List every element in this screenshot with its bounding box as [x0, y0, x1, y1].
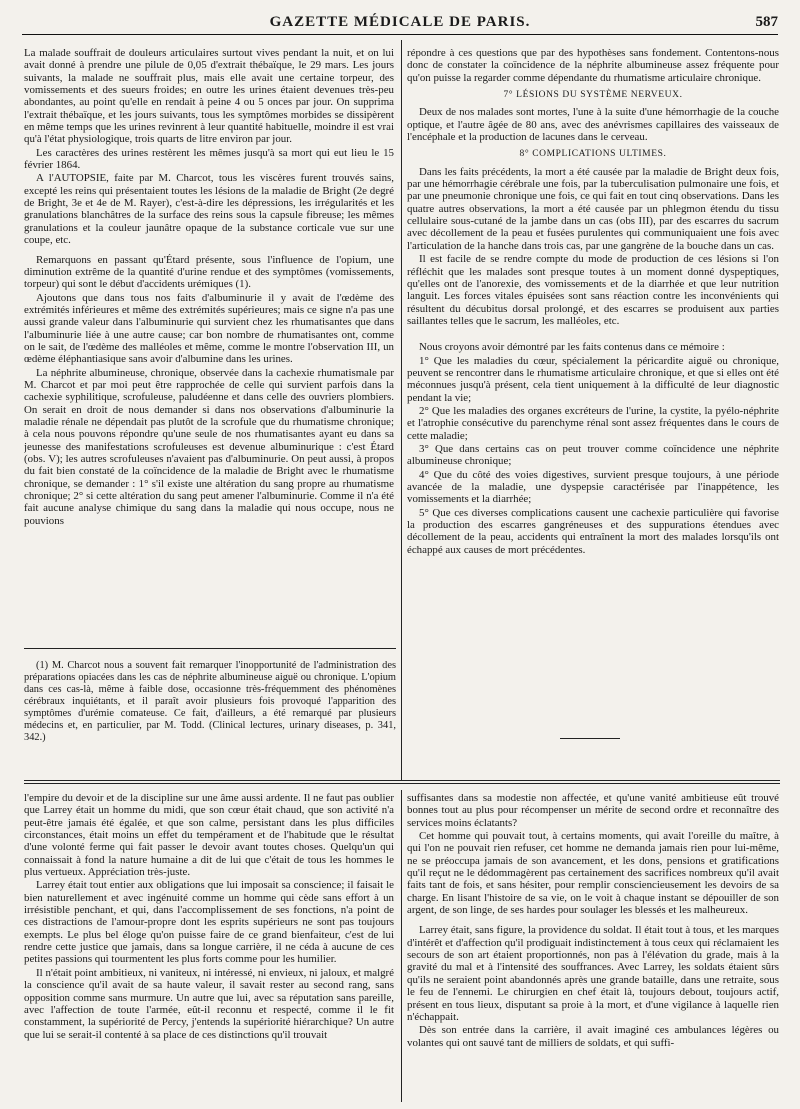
footnote: [24, 660, 396, 770]
paragraph: Nous croyons avoir démontré par les faits contenus dans ce mémoire :: [419, 341, 725, 354]
paragraph: Larrey était, sans figure, la providence du soldat. Il était tout à tous, et les marques d'intérêt et d'affection qu'il prodiguait indistinctement à tous ceux qui réclamaient les secours de son art étaient proportionnés, non pas à l'élévation du grade, mais à la gravité du mal et à l'intensité des souffrances. Avec Larrey, les soldats étaient sûrs qu'ils ne seraient point abandonnés après une grande bataille, dans une retraite, sous le feu de l'ennemi. Le chirurgien en chef était là, toujours debout, toujours actif, présent en tous lieux, disputant sa proie à la mort, et d'une vigilance à laquelle rien n'échappait.: [407, 924, 779, 1023]
paragraph: Il n'était point ambitieux, ni vaniteux, ni intéressé, ni envieux, ni jaloux, et malgré la conscience qu'il avait de sa haute valeur, il savait rester au second rang, sans opposition comme sans murmure. Un autre que lui, avec sa réputation sans pareille, avec l'affection de toute l'armée, eût-il reconnu et respecté, comme il le fit constamment, la supériorité de Percy, j'entends la supériorité hiérarchique? Un autre que lui se serait-il contenté à sa place de ces distinctions qu'il trouvait: [24, 966, 394, 1041]
paragraph: Les caractères des urines restèrent les mêmes jusqu'à sa mort qui eut lieu le 15 février 1864.: [24, 146, 394, 172]
lower-right-column: [407, 792, 779, 1102]
paragraph: Dans les faits précédents, la mort a été causée par la maladie de Bright deux fois, par une hémorrhagie cérébrale une fois, par la tuberculisation pulmonaire une fois, et par une pneumonie chronique une fois, ce qui fait en tout cinq observations. Dans les quatre autres observations, la mort a été causée par un phlegmon étendu du tissu cellulaire sous-cutané de la jambe dans un cas (obs III), par des escarres du sacrum avec décollement de la peau et fusées purulentes qui communiquaient une fois avec l'articulation de la hanche dans trois cas, par une gangrène de la bouche dans un cas.: [407, 165, 779, 252]
page-header: [22, 14, 778, 35]
journal-title: GAZETTE MÉDICALE DE PARIS.: [269, 14, 531, 30]
list-item: 4° Que du côté des voies digestives, survient presque toujours, à une période avancée de la maladie, une dyspepsie caractérisée par l'inappétence, les vomissements et la diarrhée;: [407, 468, 779, 506]
paragraph: Dès son entrée dans la carrière, il avait imaginé ces ambulances légères ou volantes qui ont sauvé tant de milliers de soldats, et qui suffi-: [407, 1024, 779, 1049]
paragraph: Ajoutons que dans tous nos faits d'albuminurie il y avait de l'œdème des extrémités inférieures et même des extrémités supérieures; mais ce signe n'a pas une aussi grande valeur dans l'albuminurie qui survient chez les rhumatisantes que dans l'albuminurie liée à une autre cause; car bon nombre de rhumatisantes ont, comme on le sait, de l'œdème des malléoles et même, comme le montre l'observation III, un œdème éléphantiasique sans avoir d'albumine dans les urines.: [24, 291, 394, 366]
article-separator: [24, 780, 780, 781]
upper-right-column: [407, 47, 779, 747]
section-heading: 7° LÉSIONS DU SYSTÈME NERVEUX.: [503, 90, 683, 101]
footnote-divider: [24, 648, 396, 649]
page-number: 587: [755, 14, 778, 30]
column-divider: [401, 40, 402, 780]
paragraph: La néphrite albumineuse, chronique, observée dans la cachexie rhumatismale par M. Charcot et par moi peut être rapprochée de celle qui survient parfois dans la cachexie syphilitique, scrofuleuse, paludéenne et dans celle des ouvriers plombiers. On serait en droit de nous demander si dans nos observations d'albuminurie la maladie rénale ne dépendait pas plutôt de la scrofule que du rhumatisme chronique; à cela nous pouvons répondre qu'une seule de nos rhumatisantes ayant eu dans sa jeunesse des manifestations scrofuleuses est devenue albuminurique : c'est Étard (obs. V); les autres scrofuleuses n'avaient pas d'albuminurie. On peut aussi, à propos du fait bien constaté de la coïncidence de la maladie de Bright avec le rhumatisme chronique, se demander : 1° s'il existe une altération du sang propre au rhumatisme chronique; 2° si cette altération du sang peut amener l'albuminurie. Comme il n'a été fait aucune analyse chimique du sang dans la maladie qui nous occupe, nous ne pouvions: [24, 366, 394, 527]
lower-left-column: [24, 792, 394, 1102]
paragraph: Larrey était tout entier aux obligations que lui imposait sa conscience; il faisait le bien naturellement et avec ingénuité comme un homme qui cède sans effort à un irrésistible penchant, et qui, dans l'accomplissement de ses fonctions, n'a point de ces distractions de l'amour-propre dont les esprits supérieurs ne sont pas toujours exempts. Le plus bel éloge qu'on puisse faire de ce grand bienfaiteur, c'est de lui rendre cette justice que jamais, dans sa longue carrière, il ne céda à aucune de ces petites passions qui tourmentent les plus forts comme pour les humilier.: [24, 879, 394, 966]
upper-left-column: [24, 47, 394, 642]
list-item: 5° Que ces diverses complications causent une cachexie particulière qui favorise la production des escarres gangréneuses et des suppurations étendues avec décollement de la peau, accidents qui entraînent la mort des malades lorsqu'ils ont échappé aux causes de mort précédentes.: [407, 506, 779, 556]
paragraph: Il est facile de se rendre compte du mode de production de ces lésions si l'on réfléchit que les malades sont presque toutes à un moment donné dyspeptiques, qu'elles ont de l'anorexie, des vomissements et de la diarrhée et que leur nutrition languit. Les forces vitales épuisées sont sans réaction contre les inconvénients qui résultent du décubitus dorsal prolongé, et des escarres se produisent aux parties saillantes telles que le sacrum, les malléoles, etc.: [407, 253, 779, 327]
paragraph: Remarquons en passant qu'Étard présente, sous l'influence de l'opium, une diminution extrême de la quantité d'urine rendue et des symptômes (vomissements, torpeur) qui sont le début d'accidents urémiques (1).: [24, 253, 394, 291]
end-rule: [560, 738, 620, 739]
column-divider: [401, 790, 402, 1102]
list-item: 2° Que les maladies des organes excréteurs de l'urine, la cystite, la pyélo-néphrite et l'atrophie consécutive du parenchyme rénal sont assez fréquentes dans le cours de cette maladie;: [407, 404, 779, 442]
paragraph: répondre à ces questions que par des hypothèses sans fondement. Contentons-nous donc de constater la coïncidence de la néphrite albumineuse assez fréquente pour qu'on puisse la regarder comme dépendante du rhumatisme articulaire chronique.: [407, 47, 779, 84]
paragraph: Deux de nos malades sont mortes, l'une à la suite d'une hémorrhagie de la couche optique, et l'autre âgée de 80 ans, avec des anévrismes capillaires des vaisseaux de l'encéphale et la production de lacunes dans le cerveau.: [407, 106, 779, 144]
section-heading: 8° COMPLICATIONS ULTIMES.: [519, 149, 667, 160]
paragraph: suffisantes dans sa modestie non affectée, et qu'une vanité ambitieuse eût trouvé bonnes tout au plus pour récompenser un mérite de second ordre et reconnaître des services moins éclatants?: [407, 792, 779, 829]
paragraph: l'empire du devoir et de la discipline sur une âme aussi ardente. Il ne faut pas oublier que Larrey était un homme du midi, que son cœur était chaud, que son activité n'a peut-être jamais été égalée, et que son calme, persistant dans les plus difficiles circonstances, était moins un effet du tempérament et de l'habitude que le résultat d'une volonté ferme qui fait passer le devoir avant toutes choses. Quelqu'un qui connaissait à fond la nature humaine a dit de lui que c'était de tous les hommes le plus vertueux. Appréciation très-juste.: [24, 792, 394, 879]
conclusions-list: [407, 355, 779, 557]
list-item: 1° Que les maladies du cœur, spécialement la péricardite aiguë ou chronique, peuvent se rencontrer dans le rhumatisme articulaire chronique, et que si elles ont été méconnues jusqu'à présent, cela tient uniquement à la difficulté de leur diagnostic pendant la vie;: [407, 354, 779, 404]
list-item: 3° Que dans certains cas on peut trouver comme coïncidence une néphrite albumineuse chronique;: [407, 442, 779, 468]
paragraph: Cet homme qui pouvait tout, à certains moments, qui avait l'oreille du maître, à qui l'on ne pouvait rien refuser, cet homme ne demanda jamais rien pour lui-même, ne se préoccupa jamais de son avancement, et les dons, pensions et gratifications qu'il reçut ne le dédommagèrent pas certainement des sacrifices nombreux qu'il avait faits tant de fois, et sans hésiter, pour remplir consciencieusement les devoirs de sa charge. En lisant l'histoire de sa vie, on le voit à chaque instant se dépouiller de son argent, de son linge, de ses hardes pour soulager les blessés et les malheureux.: [407, 830, 779, 917]
footnote-text: (1) M. Charcot nous a souvent fait remarquer l'inopportunité de l'administration des préparations opiacées dans les cas de néphrite albumineuse aiguë ou chronique. L'opium dans ces cas-là, même à faible dose, occasionne très-fréquemment des phénomènes cérébraux inquiétants, et il paraît avoir plusieurs fois provoqué l'apparition des symptômes d'urémie comateuse. Ce fait, d'ailleurs, a été remarqué par plusieurs médecins et, en particulier, par M. Todd. (Clinical lectures, urinary diseases, p. 341, 342.): [24, 660, 396, 743]
paragraph: La malade souffrait de douleurs articulaires surtout vives pendant la nuit, et on lui avait donné à prendre une pilule de 0,05 d'extrait thébaïque, le 29 mars. Les jours suivants, la malade ne souffrait plus, mais elle avait une certaine torpeur, des vomissements et des sueurs froides; en outre les urines étaient devenues très-peu abondantes, au point qu'elle en rendait à peine 4 ou 5 onces par jour. On supprima l'extrait thébaïque, et les jours suivants, tous les symptômes morbides se dissipèrent en même temps que les urines revinrent à leur quantité habituelle, moindre il est vrai qu'à l'état physiologique, trois quarts de litre environ par jour.: [24, 47, 394, 146]
article-separator: [24, 783, 780, 784]
paragraph: A l'AUTOPSIE, faite par M. Charcot, tous les viscères furent trouvés sains, excepté les reins qui présentaient toutes les lésions de la maladie de Bright (2e degré de Bright, 3e et 4e de M. Rayer), c'est-à-dire les dépressions, les irrégularités et les granulations blanchâtres de la surface des reins sous la capsule fibreuse; les mêmes granulations et la couleur jaunâtre opaque de la substance corticale vue sur une coupe, etc.: [24, 172, 394, 247]
